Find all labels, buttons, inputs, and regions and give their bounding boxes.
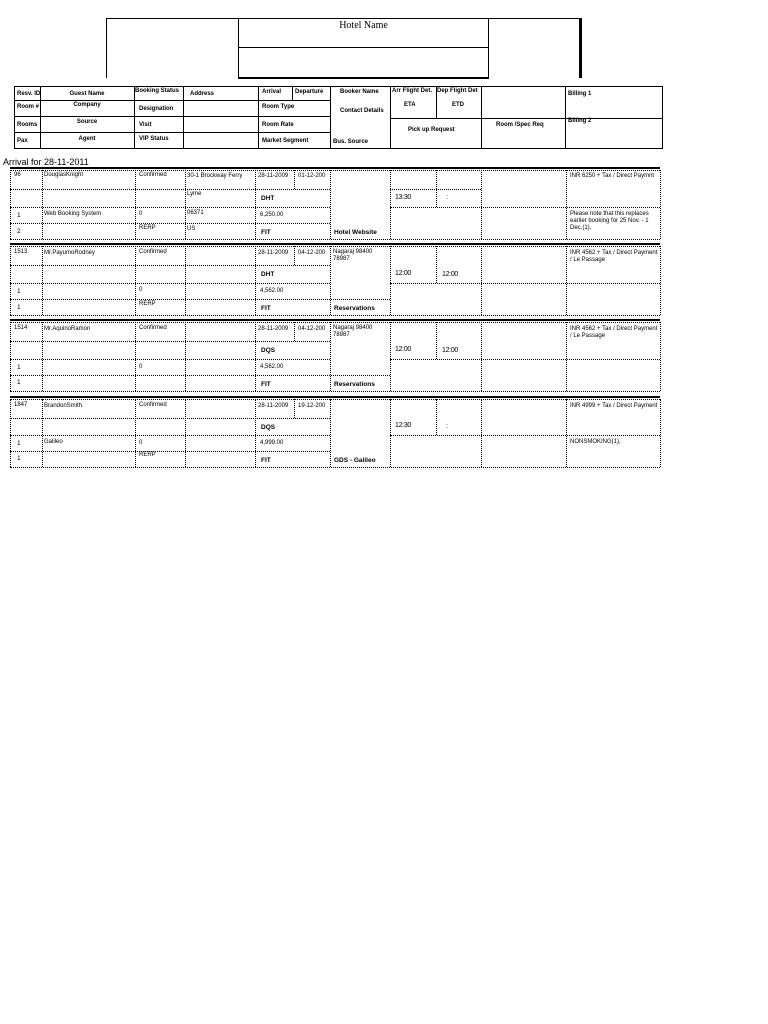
col-eta: ETA [404, 102, 416, 108]
visit: 0 [139, 364, 143, 370]
pax: 1 [17, 379, 21, 386]
address-line-3: 06371 [187, 210, 204, 216]
col-guest-name: Guest Name [69, 91, 105, 97]
billing-1: INR 6250 + Tax / Direct Paymnt [570, 173, 655, 179]
col-room-no: Room # [17, 104, 40, 110]
col-visit: Visit [139, 122, 152, 128]
col-arr-flight: Arr Flight Det. [392, 88, 432, 94]
col-etd: ETD [452, 102, 464, 108]
col-rooms: Rooms [17, 122, 38, 128]
booking-status: Confirmed [139, 325, 167, 331]
arrival-date: 28-11-2009 [258, 250, 289, 256]
vip-status: RERP [139, 452, 156, 458]
room-type: DHT [261, 195, 275, 202]
col-room-spec-req: Room /Spec Req [496, 122, 544, 128]
guest-name: Mr.AquinoRamon [44, 326, 91, 332]
col-billing-2: Billing 2 [568, 118, 592, 124]
rooms: 1 [17, 212, 21, 219]
arrival-date: 28-11-2009 [258, 326, 289, 332]
col-market-segment: Market Segment [262, 138, 309, 144]
rooms: 1 [17, 288, 21, 295]
guest-name: DouglasKnight [44, 172, 84, 178]
hotel-name: Hotel Name [339, 20, 388, 31]
etd: 12:00 [442, 347, 459, 354]
departure-date: 04-12-200 [298, 250, 326, 256]
billing-1: INR 4999 + Tax / Direct Payment [570, 403, 658, 409]
bus-source: GDS - Galileo [334, 457, 376, 464]
col-room-rate: Room Rate [262, 122, 294, 128]
booking-status: Confirmed [139, 172, 167, 178]
etd: 12:00 [442, 271, 459, 278]
room-type: DHT [261, 271, 275, 278]
eta: 12:30 [395, 422, 412, 429]
address-line-1: 30-1 Brockway Ferry [187, 173, 243, 179]
guest-name: Mr.PayumoRodney [44, 250, 96, 256]
departure-date: 19-12-200 [298, 403, 326, 409]
billing-1: INR 4562 + Tax / Direct Payment / Le Passage [570, 250, 658, 264]
col-source: Source [76, 119, 98, 125]
market-segment: FIT [261, 305, 271, 312]
bus-source: Reservations [334, 381, 375, 388]
visit: 0 [139, 440, 143, 446]
booking-status: Confirmed [139, 249, 167, 255]
contact-details: Nagaraj 98400 78987 [333, 249, 373, 263]
eta: 12:00 [395, 346, 412, 353]
col-booker-name: Booker Name [340, 89, 379, 95]
guest-name: BrandonSmith [44, 403, 83, 409]
col-address: Address [190, 91, 215, 97]
arrival-title: Arrival for 28-11-2011 [3, 157, 89, 167]
col-dep-flight: Dep Flight Det [437, 88, 478, 94]
resv-id: 1513 [14, 249, 28, 255]
market-segment: FIT [261, 457, 271, 464]
col-departure: Departure [295, 89, 324, 95]
bus-source: Reservations [334, 305, 375, 312]
booking-status: Confirmed [139, 402, 167, 408]
col-pickup-request: Pick up Request [408, 127, 455, 133]
visit: 0 [139, 287, 143, 293]
col-company: Company [73, 102, 101, 108]
col-booking-status: Booking Status [135, 88, 180, 94]
resv-id: 96 [14, 172, 21, 178]
room-rate: 6,250.00 [260, 212, 284, 218]
departure-date: 01-12-200 [298, 173, 326, 179]
visit: 0 [139, 211, 143, 217]
col-billing-1: Billing 1 [568, 91, 592, 97]
arrival-date: 28-11-2009 [258, 403, 289, 409]
col-contact-details: Contact Details [340, 108, 384, 114]
col-pax: Pax [17, 138, 28, 144]
pax: 2 [17, 228, 21, 235]
departure-date: 04-12-200 [298, 326, 326, 332]
pax: 1 [17, 304, 21, 311]
col-arrival: Arrival [262, 89, 282, 95]
col-agent: Agent [78, 136, 96, 142]
contact-details: Nagaraj 98400 78987 [333, 325, 373, 339]
market-segment: FIT [261, 381, 271, 388]
billing-2: NONSMOKING(1), [570, 439, 621, 445]
resv-id: 1514 [14, 325, 28, 331]
col-bus-source: Bus. Source [333, 139, 369, 145]
bus-source: Hotel Website [334, 229, 377, 236]
room-rate: 4,562.00 [260, 364, 284, 370]
etd: : [446, 423, 448, 430]
eta: 12:00 [395, 270, 412, 277]
rooms: 1 [17, 440, 21, 447]
col-designation: Designation [139, 106, 174, 112]
room-rate: 4,562.00 [260, 288, 284, 294]
etd: : [446, 194, 448, 201]
col-room-type: Room Type [262, 104, 295, 110]
source: Galileo [44, 439, 63, 445]
address-line-4: US [187, 226, 196, 232]
room-type: DQS [261, 424, 276, 431]
market-segment: FIT [261, 229, 271, 236]
vip-status: RERP [139, 225, 156, 231]
col-resv-id: Resv. ID [17, 91, 41, 97]
vip-status: RERP [139, 301, 156, 307]
pax: 1 [17, 455, 21, 462]
billing-2: Please note that this replaces earlier booking for 25 Nov. - 1 Dec.(1), [570, 211, 649, 232]
room-type: DQS [261, 347, 276, 354]
rooms: 1 [17, 364, 21, 371]
resv-id: 1847 [14, 402, 28, 408]
col-vip-status: VIP Status [139, 136, 169, 142]
arrival-date: 28-11-2009 [258, 173, 289, 179]
room-rate: 4,999.00 [260, 440, 284, 446]
address-line-2: Lyme [187, 191, 202, 197]
billing-1: INR 4562 + Tax / Direct Payment / Le Passage [570, 326, 658, 340]
source: Web Booking System [44, 211, 102, 217]
eta: 13:30 [395, 194, 412, 201]
